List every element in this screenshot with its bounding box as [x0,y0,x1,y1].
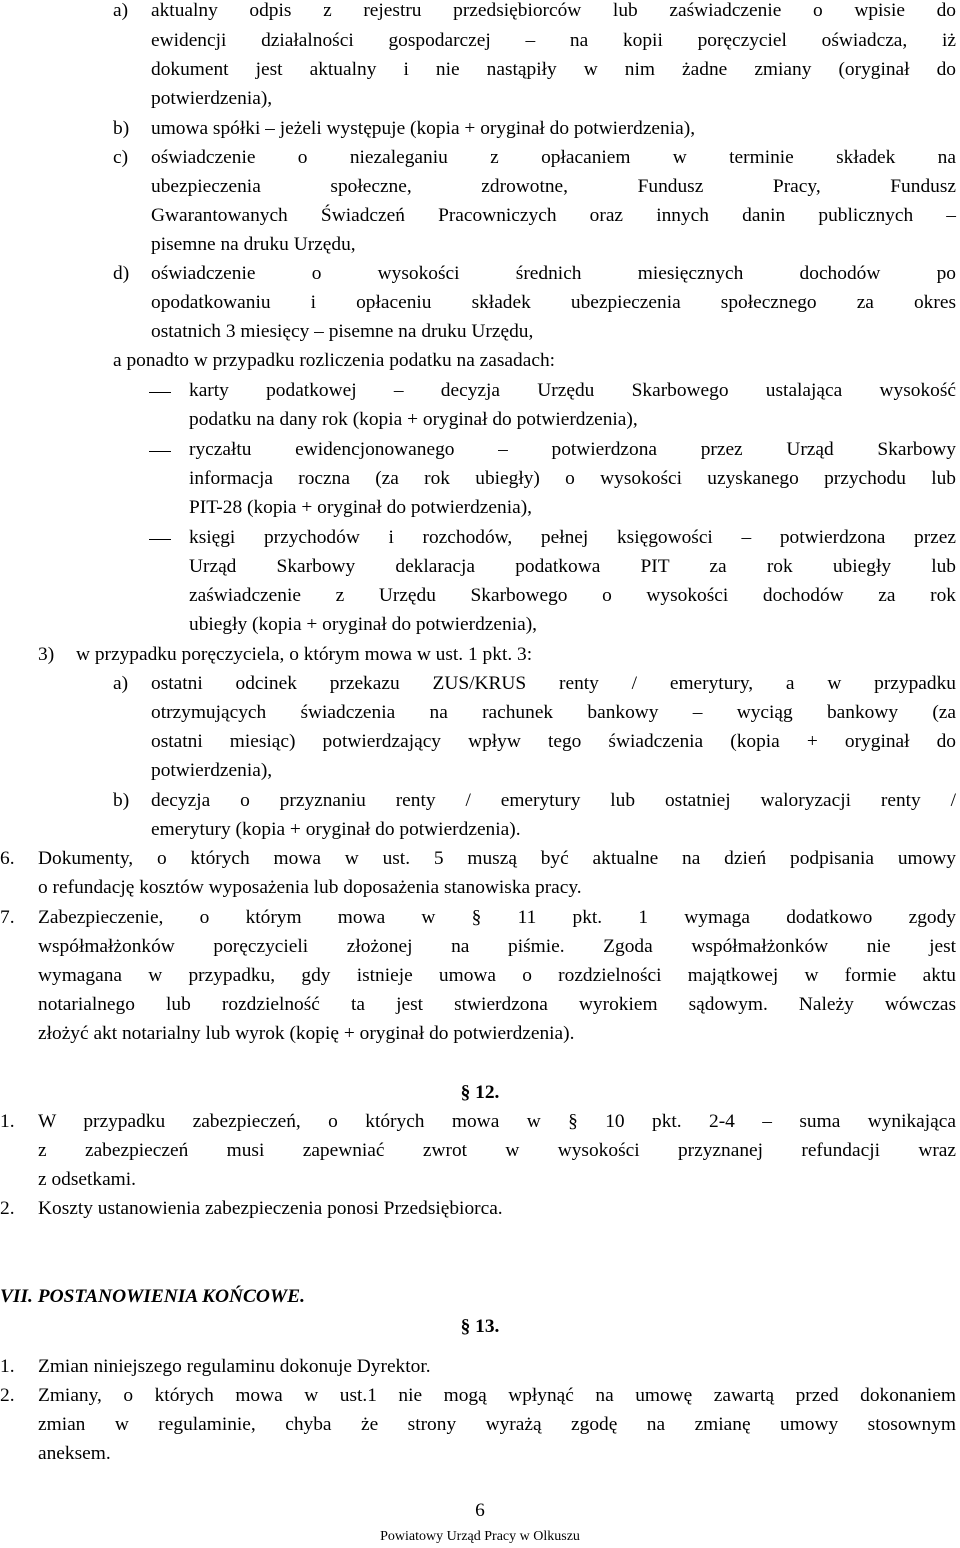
dash-item-3-line-3: zaświadczenie z Urzędu Skarbowego o wysokości dochodów za rok [189,585,956,606]
item-a-line-3: dokument jest aktualny i nie nastąpiły w nim żadne zmiany (oryginał do [151,59,956,80]
item-3-label: 3) [38,644,55,665]
item-13-2-line-1: Zmiany, o których mowa w ust.1 nie mogą wpłynąć na umowę zawartą przed dokonaniem [38,1385,956,1406]
item-7-label: 7. [0,907,15,928]
item-a-line-2: ewidencji działalności gospodarczej – na kopii poręczyciel oświadcza, iż [151,30,956,51]
item-6-line-2: o refundację kosztów wyposażenia lub doposażenia stanowiska pracy. [38,877,582,898]
item-12-1-line-1: W przypadku zabezpieczeń, o których mowa w § 10 pkt. 2-4 – suma wynikająca [38,1111,956,1132]
dash-item-3-line-4: ubiegły (kopia + oryginał do potwierdzenia), [189,614,538,635]
dash-item-2-line-3: PIT-28 (kopia + oryginał do potwierdzenia), [189,497,533,518]
page-number: 6 [475,1500,485,1521]
dash-bullet [149,392,171,393]
section-12-heading: § 12. [460,1082,500,1103]
dash-item-2-line-1: ryczałtu ewidencjonowanego – potwierdzona przez Urząd Skarbowy [189,439,956,460]
item-7-line-5: złożyć akt notarialny lub wyrok (kopię + oryginał do potwierdzenia). [38,1023,575,1044]
item-13-2-line-3: aneksem. [38,1443,111,1464]
item-3b-line-1: decyzja o przyznaniu renty / emerytury lub ostatniej waloryzacji renty / [151,790,956,811]
item-c-line-2: ubezpieczenia społeczne, zdrowotne, Fundusz Pracy, Fundusz [151,176,956,197]
item-6-label: 6. [0,848,15,869]
item-12-1-line-3: z odsetkami. [38,1169,137,1190]
ponadto-line: a ponadto w przypadku rozliczenia podatku na zasadach: [113,350,556,371]
item-c-line-1: oświadczenie o niezaleganiu z opłacaniem w terminie składek na [151,147,956,168]
item-3b-line-2: emerytury (kopia + oryginał do potwierdzenia). [151,819,521,840]
section-13-heading: § 13. [460,1316,500,1337]
item-12-1-line-2: z zabezpieczeń musi zapewniać zwrot w wysokości przyznanej refundacji wraz [38,1140,956,1161]
item-d-label: d) [113,263,130,284]
item-a-line-1: aktualny odpis z rejestru przedsiębiorców lub zaświadczenie o wpisie do [151,0,956,21]
item-b-line-1: umowa spółki – jeżeli występuje (kopia + oryginał do potwierdzenia), [151,118,696,139]
dash-item-3-line-1: księgi przychodów i rozchodów, pełnej księgowości – potwierdzona przez [189,527,956,548]
item-c-line-4: pisemne na druku Urzędu, [151,234,356,255]
item-7-line-4: notarialnego lub rozdzielność ta jest stwierdzona wyrokiem sądowym. Należy wówczas [38,994,956,1015]
item-7-line-2: współmałżonków poręczycieli złożonej na piśmie. Zgoda współmałżonków nie jest [38,936,956,957]
item-7-line-3: wymagana w przypadku, gdy istnieje umowa o rozdzielności majątkowej w formie aktu [38,965,956,986]
item-c-label: c) [113,147,129,168]
item-7-line-1: Zabezpieczenie, o którym mowa w § 11 pkt. 1 wymaga dodatkowo zgody [38,907,956,928]
item-b-label: b) [113,118,130,139]
dash-item-1-line-2: podatku na dany rok (kopia + oryginał do potwierdzenia), [189,409,638,430]
item-3b-label: b) [113,790,130,811]
item-d-line-2: opodatkowaniu i opłaceniu składek ubezpieczenia społecznego za okres [151,292,956,313]
item-13-2-label: 2. [0,1385,15,1406]
dash-bullet [149,539,171,540]
item-13-1-text: Zmian niniejszego regulaminu dokonuje Dyrektor. [38,1356,431,1377]
item-3-text: w przypadku poręczyciela, o którym mowa w ust. 1 pkt. 3: [76,644,533,665]
item-a-label: a) [113,0,129,21]
item-13-2-line-2: zmian w regulaminie, chyba że strony wyrażą zgodę na zmianę umowy stosownym [38,1414,956,1435]
chapter-vii-heading: VII. POSTANOWIENIA KOŃCOWE. [0,1286,305,1307]
item-13-1-label: 1. [0,1356,15,1377]
dash-item-1-line-1: karty podatkowej – decyzja Urzędu Skarbowego ustalająca wysokość [189,380,956,401]
item-d-line-3: ostatnich 3 miesięcy – pisemne na druku Urzędu, [151,321,534,342]
item-3a-label: a) [113,673,129,694]
item-12-2-label: 2. [0,1198,15,1219]
item-12-1-label: 1. [0,1111,15,1132]
item-3a-line-1: ostatni odcinek przekazu ZUS/KRUS renty / emerytury, a w przypadku [151,673,956,694]
dash-bullet [149,451,171,452]
item-a-line-4: potwierdzenia), [151,88,273,109]
item-6-line-1: Dokumenty, o których mowa w ust. 5 muszą być aktualne na dzień podpisania umowy [38,848,956,869]
item-3a-line-3: ostatni miesiąc) potwierdzający wpływ tego świadczenia (kopia + oryginał do [151,731,956,752]
item-3a-line-2: otrzymujących świadczenia na rachunek bankowy – wyciąg bankowy (za [151,702,956,723]
footer-text: Powiatowy Urząd Pracy w Olkuszu [380,1529,580,1544]
item-d-line-1: oświadczenie o wysokości średnich miesięcznych dochodów po [151,263,956,284]
item-c-line-3: Gwarantowanych Świadczeń Pracowniczych oraz innych danin publicznych – [151,205,956,226]
item-3a-line-4: potwierdzenia), [151,760,273,781]
dash-item-2-line-2: informacja roczna (za rok ubiegły) o wysokości uzyskanego przychodu lub [189,468,956,489]
item-12-2-text: Koszty ustanowienia zabezpieczenia ponosi Przedsiębiorca. [38,1198,503,1219]
dash-item-3-line-2: Urząd Skarbowy deklaracja podatkowa PIT za rok ubiegły lub [189,556,956,577]
